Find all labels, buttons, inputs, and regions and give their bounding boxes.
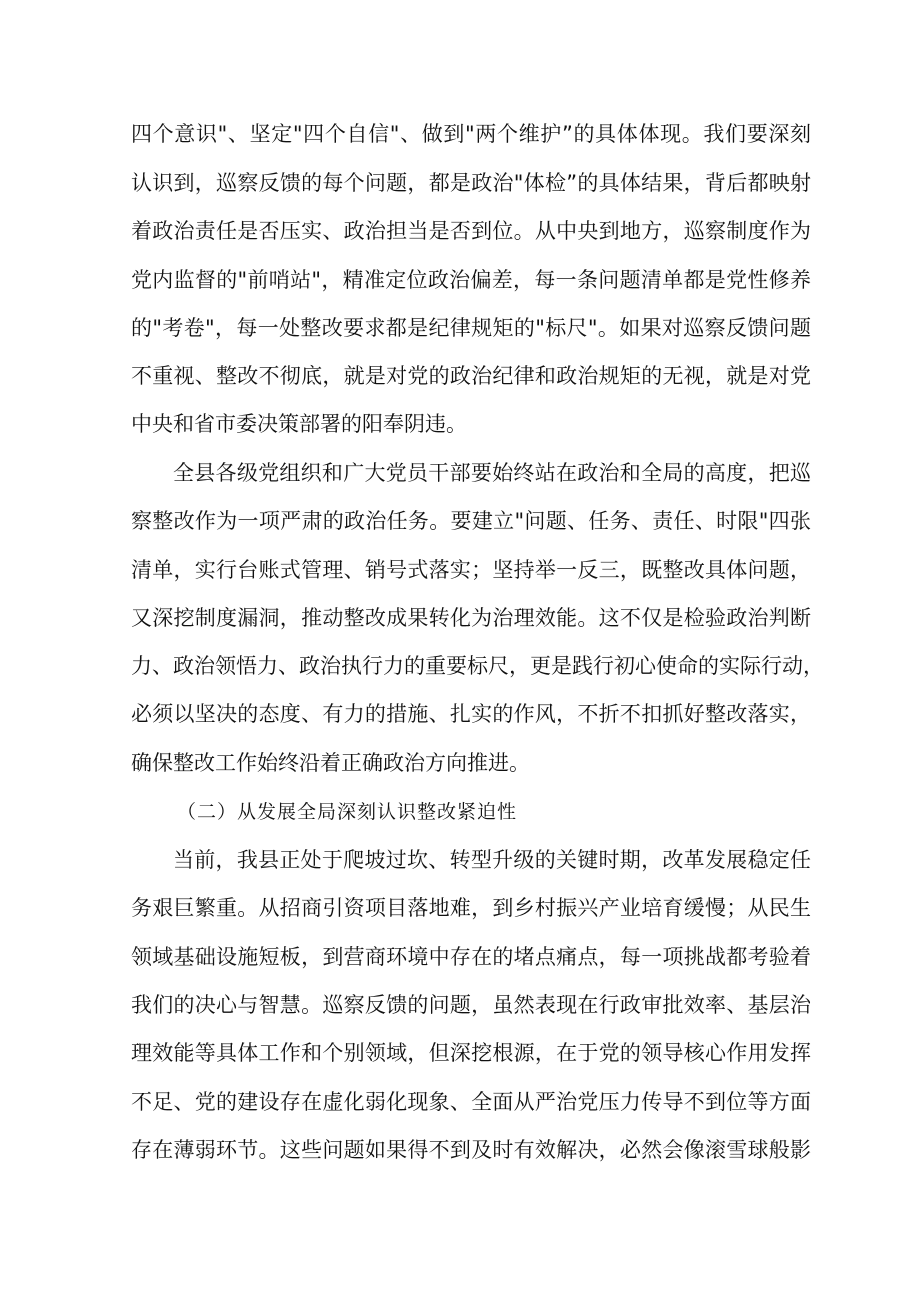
paragraph-2-line: 力、政治领悟力、政治执行力的重要标尺，更是践行初心使命的实际行动， xyxy=(131,654,824,678)
paragraph-2-line: 清单，实行台账式管理、销号式落实；坚持举一反三，既整改具体问题， xyxy=(131,558,811,582)
paragraph-3-line: 理效能等具体工作和个别领域，但深挖根源，在于党的领导核心作用发挥 xyxy=(131,1041,811,1065)
paragraph-2-line: 确保整改工作始终沿着正确政治方向推进。 xyxy=(131,751,530,775)
paragraph-3-line: 务艰巨繁重。从招商引资项目落地难，到乡村振兴产业培育缓慢；从民生 xyxy=(131,896,811,920)
paragraph-2-line: 必须以坚决的态度、有力的措施、扎实的作风，不折不扣抓好整改落实， xyxy=(131,702,811,726)
paragraph-3-line: 当前，我县正处于爬坡过坎、转型升级的关键时期，改革发展稳定任 xyxy=(173,848,811,872)
paragraph-3-line: 领域基础设施短板，到营商环境中存在的堵点痛点，每一项挑战都考验着 xyxy=(131,945,811,969)
paragraph-1-line: 着政治责任是否压实、政治担当是否到位。从中央到地方，巡察制度作为 xyxy=(131,219,811,243)
paragraph-2-line: 又深挖制度漏洞，推动整改成果转化为治理效能。这不仅是检验政治判断 xyxy=(131,606,811,630)
section-heading: （二）从发展全局深刻认识整改紧迫性 xyxy=(177,801,518,823)
paragraph-3-line: 我们的决心与智慧。巡察反馈的问题，虽然表现在行政审批效率、基层治 xyxy=(131,993,811,1017)
paragraph-1-line: 党内监督的"前哨站"，精准定位政治偏差，每一条问题清单都是党性修养 xyxy=(131,268,811,292)
paragraph-1-line: 中央和省市委决策部署的阳奉阴违。 xyxy=(131,412,467,436)
paragraph-2-line: 察整改作为一项严肃的政治任务。要建立"问题、任务、责任、时限"四张 xyxy=(131,509,811,533)
paragraph-1-line: 四个意识"、坚定"四个自信"、做到"两个维护”的具体体现。我们要深刻 xyxy=(131,122,811,146)
paragraph-1-line: 认识到，巡察反馈的每个问题，都是政治"体检”的具体结果，背后都映射 xyxy=(131,171,811,195)
paragraph-3-line: 不足、党的建设存在虚化弱化现象、全面从严治党压力传导不到位等方面 xyxy=(131,1090,811,1114)
paragraph-1-line: 不重视、整改不彻底，就是对党的政治纪律和政治规矩的无视，就是对党 xyxy=(131,364,811,388)
paragraph-3-line: 存在薄弱环节。这些问题如果得不到及时有效解决，必然会像滚雪球般影 xyxy=(131,1138,811,1162)
paragraph-1-line: 的"考卷"，每一处整改要求都是纪律规矩的"标尺"。如果对巡察反馈问题 xyxy=(131,316,811,340)
paragraph-2-line: 全县各级党组织和广大党员干部要始终站在政治和全局的高度，把巡 xyxy=(173,461,811,485)
